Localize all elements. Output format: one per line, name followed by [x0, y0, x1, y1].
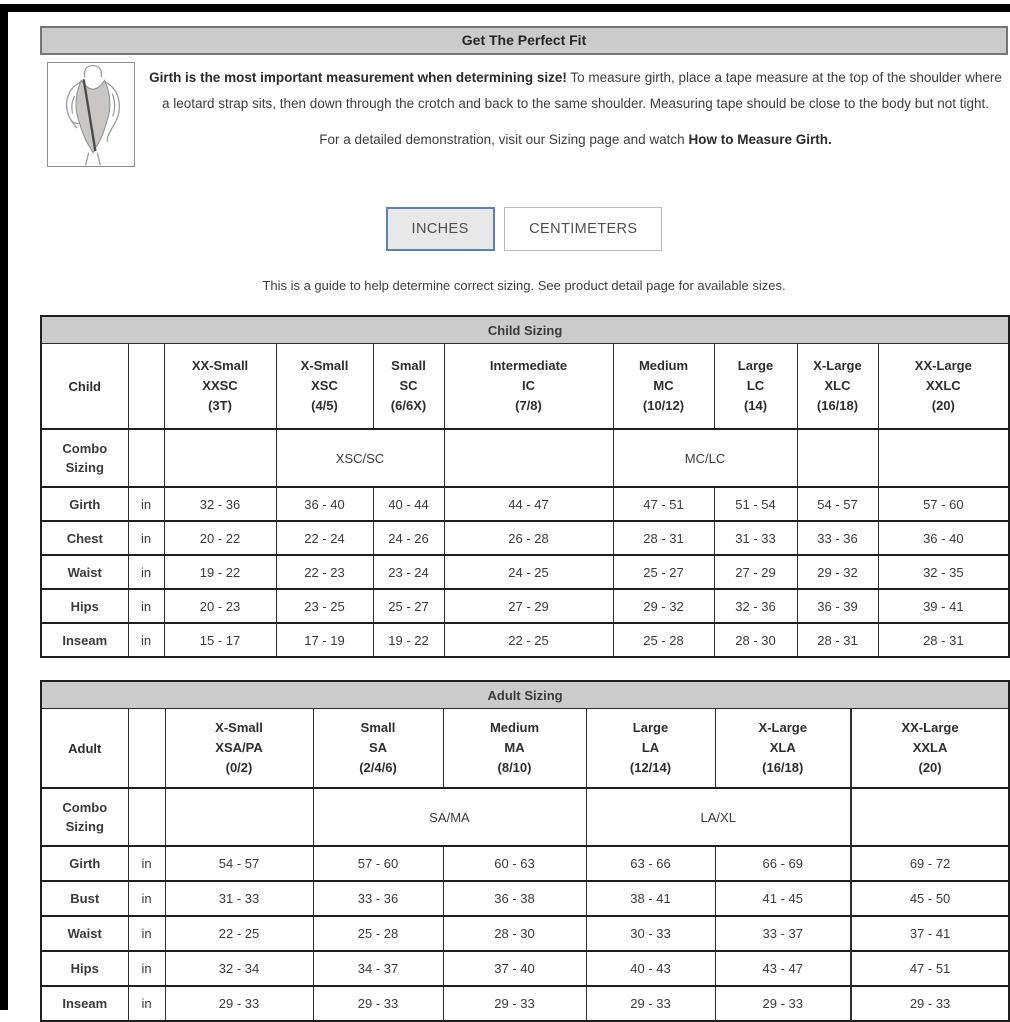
row-label: Bust [41, 881, 128, 916]
combo-cell: SA/MA [313, 788, 586, 846]
value-cell: 37 - 40 [443, 951, 586, 986]
unit-column-header [128, 344, 164, 430]
value-cell: 23 - 24 [373, 555, 444, 589]
combo-row-label: Combo Sizing [41, 788, 128, 846]
column-header: X-Small XSA/PA (0/2) [165, 709, 313, 789]
value-cell: 28 - 31 [878, 623, 1009, 657]
value-cell: 45 - 50 [851, 881, 1009, 916]
section-title: Child Sizing [41, 316, 1009, 344]
value-cell: 28 - 30 [714, 623, 797, 657]
row-label: Girth [41, 487, 128, 521]
value-cell: 33 - 36 [313, 881, 443, 916]
value-cell: 29 - 33 [851, 986, 1009, 1021]
value-cell: 34 - 37 [313, 951, 443, 986]
value-cell: 40 - 44 [373, 487, 444, 521]
unit-cell: in [128, 986, 165, 1021]
value-cell: 27 - 29 [714, 555, 797, 589]
inches-button[interactable]: INCHES [386, 207, 495, 251]
combo-cell [878, 429, 1009, 487]
value-cell: 37 - 41 [851, 916, 1009, 951]
value-cell: 44 - 47 [444, 487, 613, 521]
row-label: Inseam [41, 623, 128, 657]
value-cell: 25 - 28 [613, 623, 714, 657]
value-cell: 43 - 47 [715, 951, 851, 986]
row-label: Girth [41, 846, 128, 881]
girth-intro-paragraph [145, 65, 1006, 117]
value-cell: 25 - 27 [373, 589, 444, 623]
demo-bold: How to Measure Girth. [688, 132, 832, 147]
demo-line [145, 132, 1006, 147]
combo-cell [797, 429, 878, 487]
table-row [41, 916, 1009, 951]
value-cell: 27 - 29 [444, 589, 613, 623]
column-header: X-Small XSC (4/5) [276, 344, 373, 430]
table-row [41, 623, 1009, 657]
value-cell: 36 - 40 [878, 521, 1009, 555]
value-cell: 20 - 23 [164, 589, 276, 623]
column-header: Medium MA (8/10) [443, 709, 586, 789]
value-cell: 66 - 69 [715, 846, 851, 881]
row-label: Waist [41, 916, 128, 951]
unit-cell: in [128, 521, 164, 555]
combo-unit-cell [128, 788, 165, 846]
value-cell: 19 - 22 [164, 555, 276, 589]
unit-cell: in [128, 623, 164, 657]
column-header: XX-Large XXLC (20) [878, 344, 1009, 430]
value-cell: 24 - 25 [444, 555, 613, 589]
value-cell: 23 - 25 [276, 589, 373, 623]
value-cell: 29 - 32 [797, 555, 878, 589]
value-cell: 63 - 66 [586, 846, 715, 881]
frame-top-border [0, 4, 1010, 12]
value-cell: 47 - 51 [851, 951, 1009, 986]
value-cell: 41 - 45 [715, 881, 851, 916]
column-header: X-Large XLA (16/18) [715, 709, 851, 789]
column-header: XX-Small XXSC (3T) [164, 344, 276, 430]
value-cell: 60 - 63 [443, 846, 586, 881]
value-cell: 31 - 33 [165, 881, 313, 916]
table-row [41, 881, 1009, 916]
table-row [41, 521, 1009, 555]
value-cell: 22 - 25 [165, 916, 313, 951]
centimeters-button[interactable]: CENTIMETERS [504, 207, 662, 251]
unit-cell: in [128, 589, 164, 623]
value-cell: 31 - 33 [714, 521, 797, 555]
girth-intro-bold: Girth is the most important measurement when determining size! [149, 70, 567, 85]
value-cell: 32 - 36 [164, 487, 276, 521]
value-cell: 57 - 60 [878, 487, 1009, 521]
girth-info-section [40, 62, 1008, 167]
column-header: Intermediate IC (7/8) [444, 344, 613, 430]
table-row [41, 846, 1009, 881]
value-cell: 30 - 33 [586, 916, 715, 951]
unit-cell: in [128, 487, 164, 521]
row-label: Inseam [41, 986, 128, 1021]
page-title: Get The Perfect Fit [40, 26, 1008, 55]
value-cell: 39 - 41 [878, 589, 1009, 623]
value-cell: 54 - 57 [165, 846, 313, 881]
unit-cell: in [128, 916, 165, 951]
column-header: Small SA (2/4/6) [313, 709, 443, 789]
value-cell: 40 - 43 [586, 951, 715, 986]
size-guide-page [40, 26, 1008, 1022]
value-cell: 54 - 57 [797, 487, 878, 521]
combo-unit-cell [128, 429, 164, 487]
row-label: Chest [41, 521, 128, 555]
combo-cell: XSC/SC [276, 429, 444, 487]
combo-cell [164, 429, 276, 487]
value-cell: 36 - 39 [797, 589, 878, 623]
value-cell: 25 - 27 [613, 555, 714, 589]
column-header: X-Large XLC (16/18) [797, 344, 878, 430]
adult-sizing-table [40, 680, 1010, 1022]
value-cell: 51 - 54 [714, 487, 797, 521]
combo-cell: MC/LC [613, 429, 797, 487]
unit-cell: in [128, 951, 165, 986]
value-cell: 32 - 36 [714, 589, 797, 623]
combo-row-label: Combo Sizing [41, 429, 128, 487]
value-cell: 29 - 33 [715, 986, 851, 1021]
value-cell: 22 - 23 [276, 555, 373, 589]
girth-info-text [135, 62, 1008, 167]
value-cell: 57 - 60 [313, 846, 443, 881]
value-cell: 32 - 34 [165, 951, 313, 986]
value-cell: 28 - 30 [443, 916, 586, 951]
value-cell: 17 - 19 [276, 623, 373, 657]
combo-cell [444, 429, 613, 487]
unit-cell: in [128, 555, 164, 589]
value-cell: 22 - 24 [276, 521, 373, 555]
value-cell: 47 - 51 [613, 487, 714, 521]
value-cell: 32 - 35 [878, 555, 1009, 589]
column-header: Large LC (14) [714, 344, 797, 430]
value-cell: 36 - 40 [276, 487, 373, 521]
value-cell: 25 - 28 [313, 916, 443, 951]
value-cell: 28 - 31 [613, 521, 714, 555]
value-cell: 19 - 22 [373, 623, 444, 657]
row-label: Hips [41, 589, 128, 623]
demo-prefix: For a detailed demonstration, visit our Sizing page and watch [319, 132, 685, 147]
value-cell: 15 - 17 [164, 623, 276, 657]
column-header: XX-Large XXLA (20) [851, 709, 1009, 789]
girth-intro-rest: To measure girth, place a tape measure at the top of the shoulder where a leotard strap sits, then down through the crotch and back to the same shoulder. Measuring tape should be close to the body but not tight. [161, 70, 1002, 111]
column-header: Small SC (6/6X) [373, 344, 444, 430]
frame-left-border [0, 4, 8, 1010]
table-corner-label: Child [41, 344, 128, 430]
value-cell: 28 - 31 [797, 623, 878, 657]
value-cell: 33 - 36 [797, 521, 878, 555]
value-cell: 22 - 25 [444, 623, 613, 657]
table-row [41, 589, 1009, 623]
table-row [41, 986, 1009, 1021]
child-sizing-table [40, 315, 1010, 658]
combo-cell: LA/XL [586, 788, 851, 846]
unit-cell: in [128, 881, 165, 916]
row-label: Hips [41, 951, 128, 986]
value-cell: 69 - 72 [851, 846, 1009, 881]
table-row [41, 951, 1009, 986]
value-cell: 38 - 41 [586, 881, 715, 916]
table-row [41, 487, 1009, 521]
table-corner-label: Adult [41, 709, 128, 789]
girth-measurement-illustration [47, 62, 135, 167]
value-cell: 20 - 22 [164, 521, 276, 555]
unit-toggle [40, 207, 1008, 251]
value-cell: 29 - 33 [586, 986, 715, 1021]
column-header: Large LA (12/14) [586, 709, 715, 789]
table-row [41, 555, 1009, 589]
value-cell: 29 - 32 [613, 589, 714, 623]
column-header: Medium MC (10/12) [613, 344, 714, 430]
value-cell: 36 - 38 [443, 881, 586, 916]
combo-cell [851, 788, 1009, 846]
value-cell: 33 - 37 [715, 916, 851, 951]
unit-column-header [128, 709, 165, 789]
unit-cell: in [128, 846, 165, 881]
value-cell: 29 - 33 [443, 986, 586, 1021]
value-cell: 26 - 28 [444, 521, 613, 555]
value-cell: 29 - 33 [165, 986, 313, 1021]
value-cell: 29 - 33 [313, 986, 443, 1021]
value-cell: 24 - 26 [373, 521, 444, 555]
section-title: Adult Sizing [41, 681, 1009, 709]
guide-note: This is a guide to help determine correct sizing. See product detail page for available sizes. [262, 278, 786, 293]
leotard-figure-icon [48, 63, 134, 166]
combo-cell [165, 788, 313, 846]
row-label: Waist [41, 555, 128, 589]
